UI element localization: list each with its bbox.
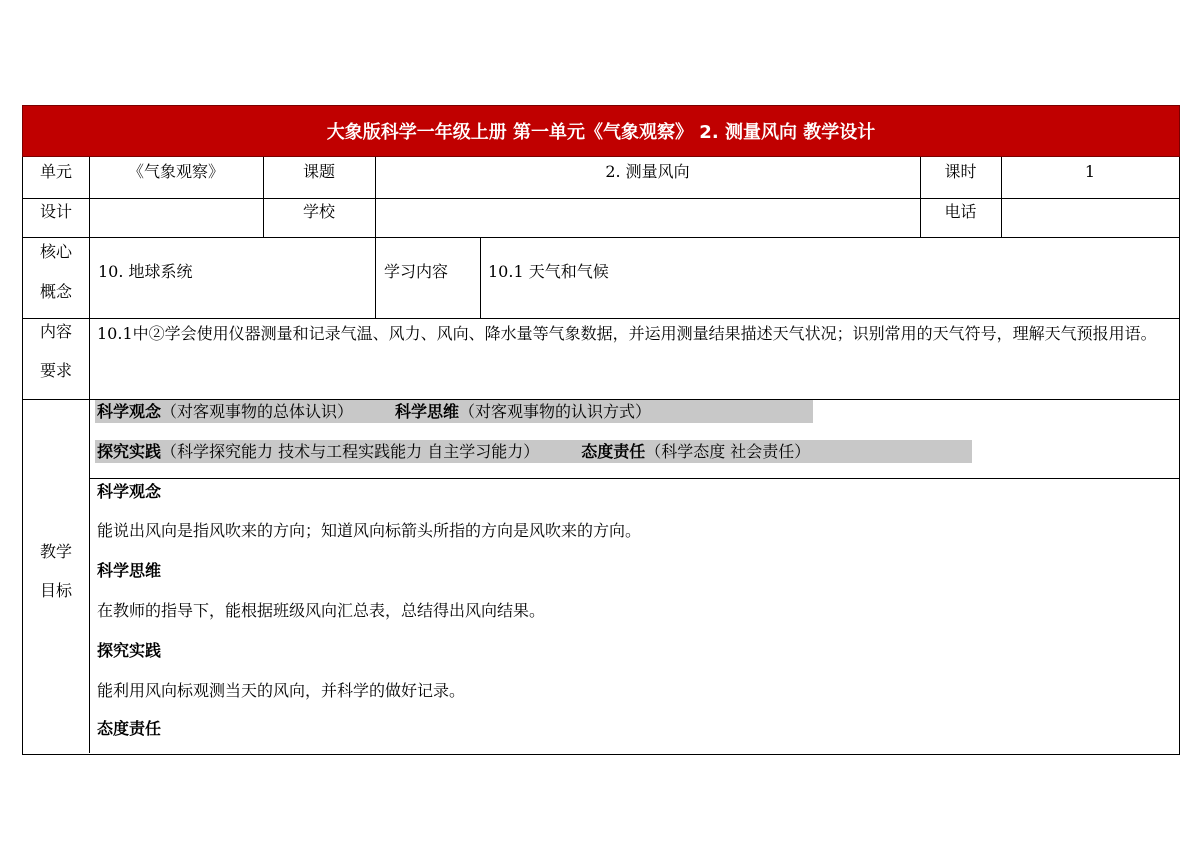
topic-label: 课题	[302, 162, 335, 181]
goal-heading-attitude: 态度责任	[97, 719, 162, 738]
row-divider	[23, 237, 1179, 238]
row-divider	[23, 198, 1179, 199]
goals-label-line2: 目标	[39, 581, 72, 600]
summary-desc-practice: （科学探究能力 技术与工程实践能力 自主学习能力）	[161, 442, 540, 461]
summary-desc-concept: （对客观事物的总体认识）	[161, 402, 354, 421]
design-label: 设计	[39, 202, 72, 221]
learning-content-label: 学习内容	[384, 262, 449, 281]
period-label: 课时	[944, 162, 977, 181]
core-concept-label-line2: 概念	[39, 282, 72, 301]
summary-key-thinking: 科学思维	[395, 402, 460, 421]
requirement-label-line1: 内容	[39, 322, 72, 341]
document-title-bar	[22, 105, 1180, 157]
col-divider	[480, 237, 481, 318]
school-label: 学校	[302, 202, 335, 221]
document-title: 大象版科学一年级上册 第一单元《气象观察》 2. 测量风向 教学设计	[326, 122, 876, 143]
summary-line-1	[97, 402, 651, 422]
summary-line-2	[97, 442, 810, 462]
goal-heading-concept: 科学观念	[97, 482, 162, 501]
summary-key-attitude: 态度责任	[581, 442, 646, 461]
goal-heading-practice: 探究实践	[97, 641, 162, 660]
summary-key-practice: 探究实践	[97, 442, 162, 461]
goal-text-concept: 能说出风向是指风吹来的方向；知道风向标箭头所指的方向是风吹来的方向。	[97, 521, 642, 540]
unit-label: 单元	[39, 162, 72, 181]
goal-text-thinking: 在教师的指导下，能根据班级风向汇总表，总结得出风向结果。	[97, 601, 546, 620]
col-divider	[89, 157, 90, 753]
lesson-table	[22, 157, 1180, 755]
summary-desc-thinking: （对客观事物的认识方式）	[459, 402, 652, 421]
summary-key-concept: 科学观念	[97, 402, 162, 421]
row-divider	[89, 478, 1179, 479]
period-value: 1	[1084, 162, 1096, 181]
summary-desc-attitude: （科学态度 社会责任）	[645, 442, 811, 461]
phone-label: 电话	[944, 202, 977, 221]
unit-value: 《气象观察》	[127, 162, 224, 181]
learning-content-value: 10.1 天气和气候	[488, 262, 609, 281]
goal-text-practice: 能利用风向标观测当天的风向，并科学的做好记录。	[97, 681, 466, 700]
requirement-text: 10.1中②学会使用仪器测量和记录气温、风力、风向、降水量等气象数据，并运用测量结果描述天气状况；识别常用的天气符号，理解天气预报用语。	[97, 324, 1157, 343]
goal-heading-thinking: 科学思维	[97, 561, 162, 580]
topic-value: 2. 测量风向	[605, 162, 690, 181]
core-concept-value: 10. 地球系统	[98, 262, 193, 281]
requirement-label-line2: 要求	[39, 361, 72, 380]
goals-label-line1: 教学	[39, 542, 72, 561]
core-concept-label-line1: 核心	[39, 242, 72, 261]
